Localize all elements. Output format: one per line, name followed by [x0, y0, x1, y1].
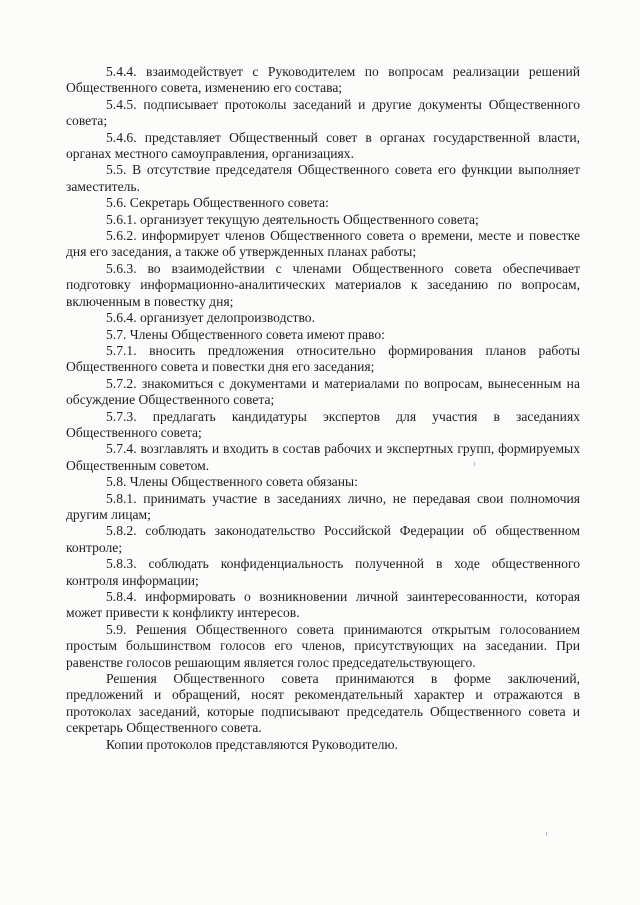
paragraph-5-4-6: 5.4.6. представляет Общественный совет в органах государственной власти, органах местного самоуправления, организациях.: [66, 129, 580, 162]
paragraph-5-6: 5.6. Секретарь Общественного совета:: [106, 195, 329, 211]
paragraph-5-8-2: 5.8.2. соблюдать законодательство Российской Федерации об общественном контроле;: [66, 523, 580, 555]
paragraph-5-6-1: 5.6.1. организует текущую деятельность Общественного совета;: [106, 211, 479, 227]
paragraph-protocol-copies: Копии протоколов представляются Руководителю.: [106, 736, 398, 752]
paragraph-5-6-2: 5.6.2. информирует членов Общественного совета о времени, месте и повестке дня его заседания, а также об утвержденных планах работы;: [66, 228, 580, 260]
paragraph-5-8-4: 5.8.4. информировать о возникновении личной заинтересованности, которая может привести к конфликту интересов.: [66, 589, 580, 621]
paragraph-5-7-1: 5.7.1. вносить предложения относительно формирования планов работы Общественного совета и повестки дня его заседания;: [66, 342, 580, 375]
document-body: [66, 64, 580, 753]
paragraph-5-4-4: 5.4.4. взаимодействует с Руководителем по вопросам реализации решений Общественного совета, изменению его состава;: [66, 64, 580, 96]
paragraph-5-7-4: 5.7.4. возглавлять и входить в состав рабочих и экспертных групп, формируемых Общественным советом.: [66, 441, 580, 473]
paragraph-5-6-3: 5.6.3. во взаимодействии с членами Общественного совета обеспечивает подготовку информационно-аналитических материалов к заседанию по вопросам, включенным в повестку дня;: [66, 260, 580, 309]
paragraph-decisions: Решения Общественного совета принимаются в форме заключений, предложений и обращений, носят рекомендательный характер и отражаются в протоколах заседаний, которые подписывают председатель Общественного совета и секретарь Общественного совета.: [66, 671, 580, 736]
paragraph-5-7-3: 5.7.3. предлагать кандидатуры экспертов для участия в заседаниях Общественного совета;: [66, 408, 580, 440]
paragraph-5-5: 5.5. В отсутствие председателя Общественного совета его функции выполняет заместитель.: [66, 162, 580, 194]
paragraph-5-7-2: 5.7.2. знакомиться с документами и материалами по вопросам, вынесенным на обсуждение Общественного совета;: [66, 375, 580, 408]
paragraph-5-8: 5.8. Члены Общественного совета обязаны:: [106, 474, 358, 490]
paragraph-5-8-3: 5.8.3. соблюдать конфиденциальность полученной в ходе общественного контроля информации;: [66, 556, 580, 588]
paragraph-5-6-4: 5.6.4. организует делопроизводство.: [106, 310, 315, 326]
paragraph-5-9: 5.9. Решения Общественного совета принимаются открытым голосованием простым большинством голосов его членов, присутствующих на заседании. При равенстве голосов решающим является голос председательствующего.: [66, 621, 580, 670]
paragraph-5-8-1: 5.8.1. принимать участие в заседаниях лично, не передавая свои полномочия другим лицам;: [66, 490, 580, 522]
paragraph-5-4-5: 5.4.5. подписывает протоколы заседаний и другие документы Общественного совета;: [66, 96, 580, 129]
paragraph-5-7: 5.7. Члены Общественного совета имеют право:: [106, 326, 385, 342]
scan-speck: [474, 462, 475, 466]
scan-speck: [546, 832, 547, 836]
